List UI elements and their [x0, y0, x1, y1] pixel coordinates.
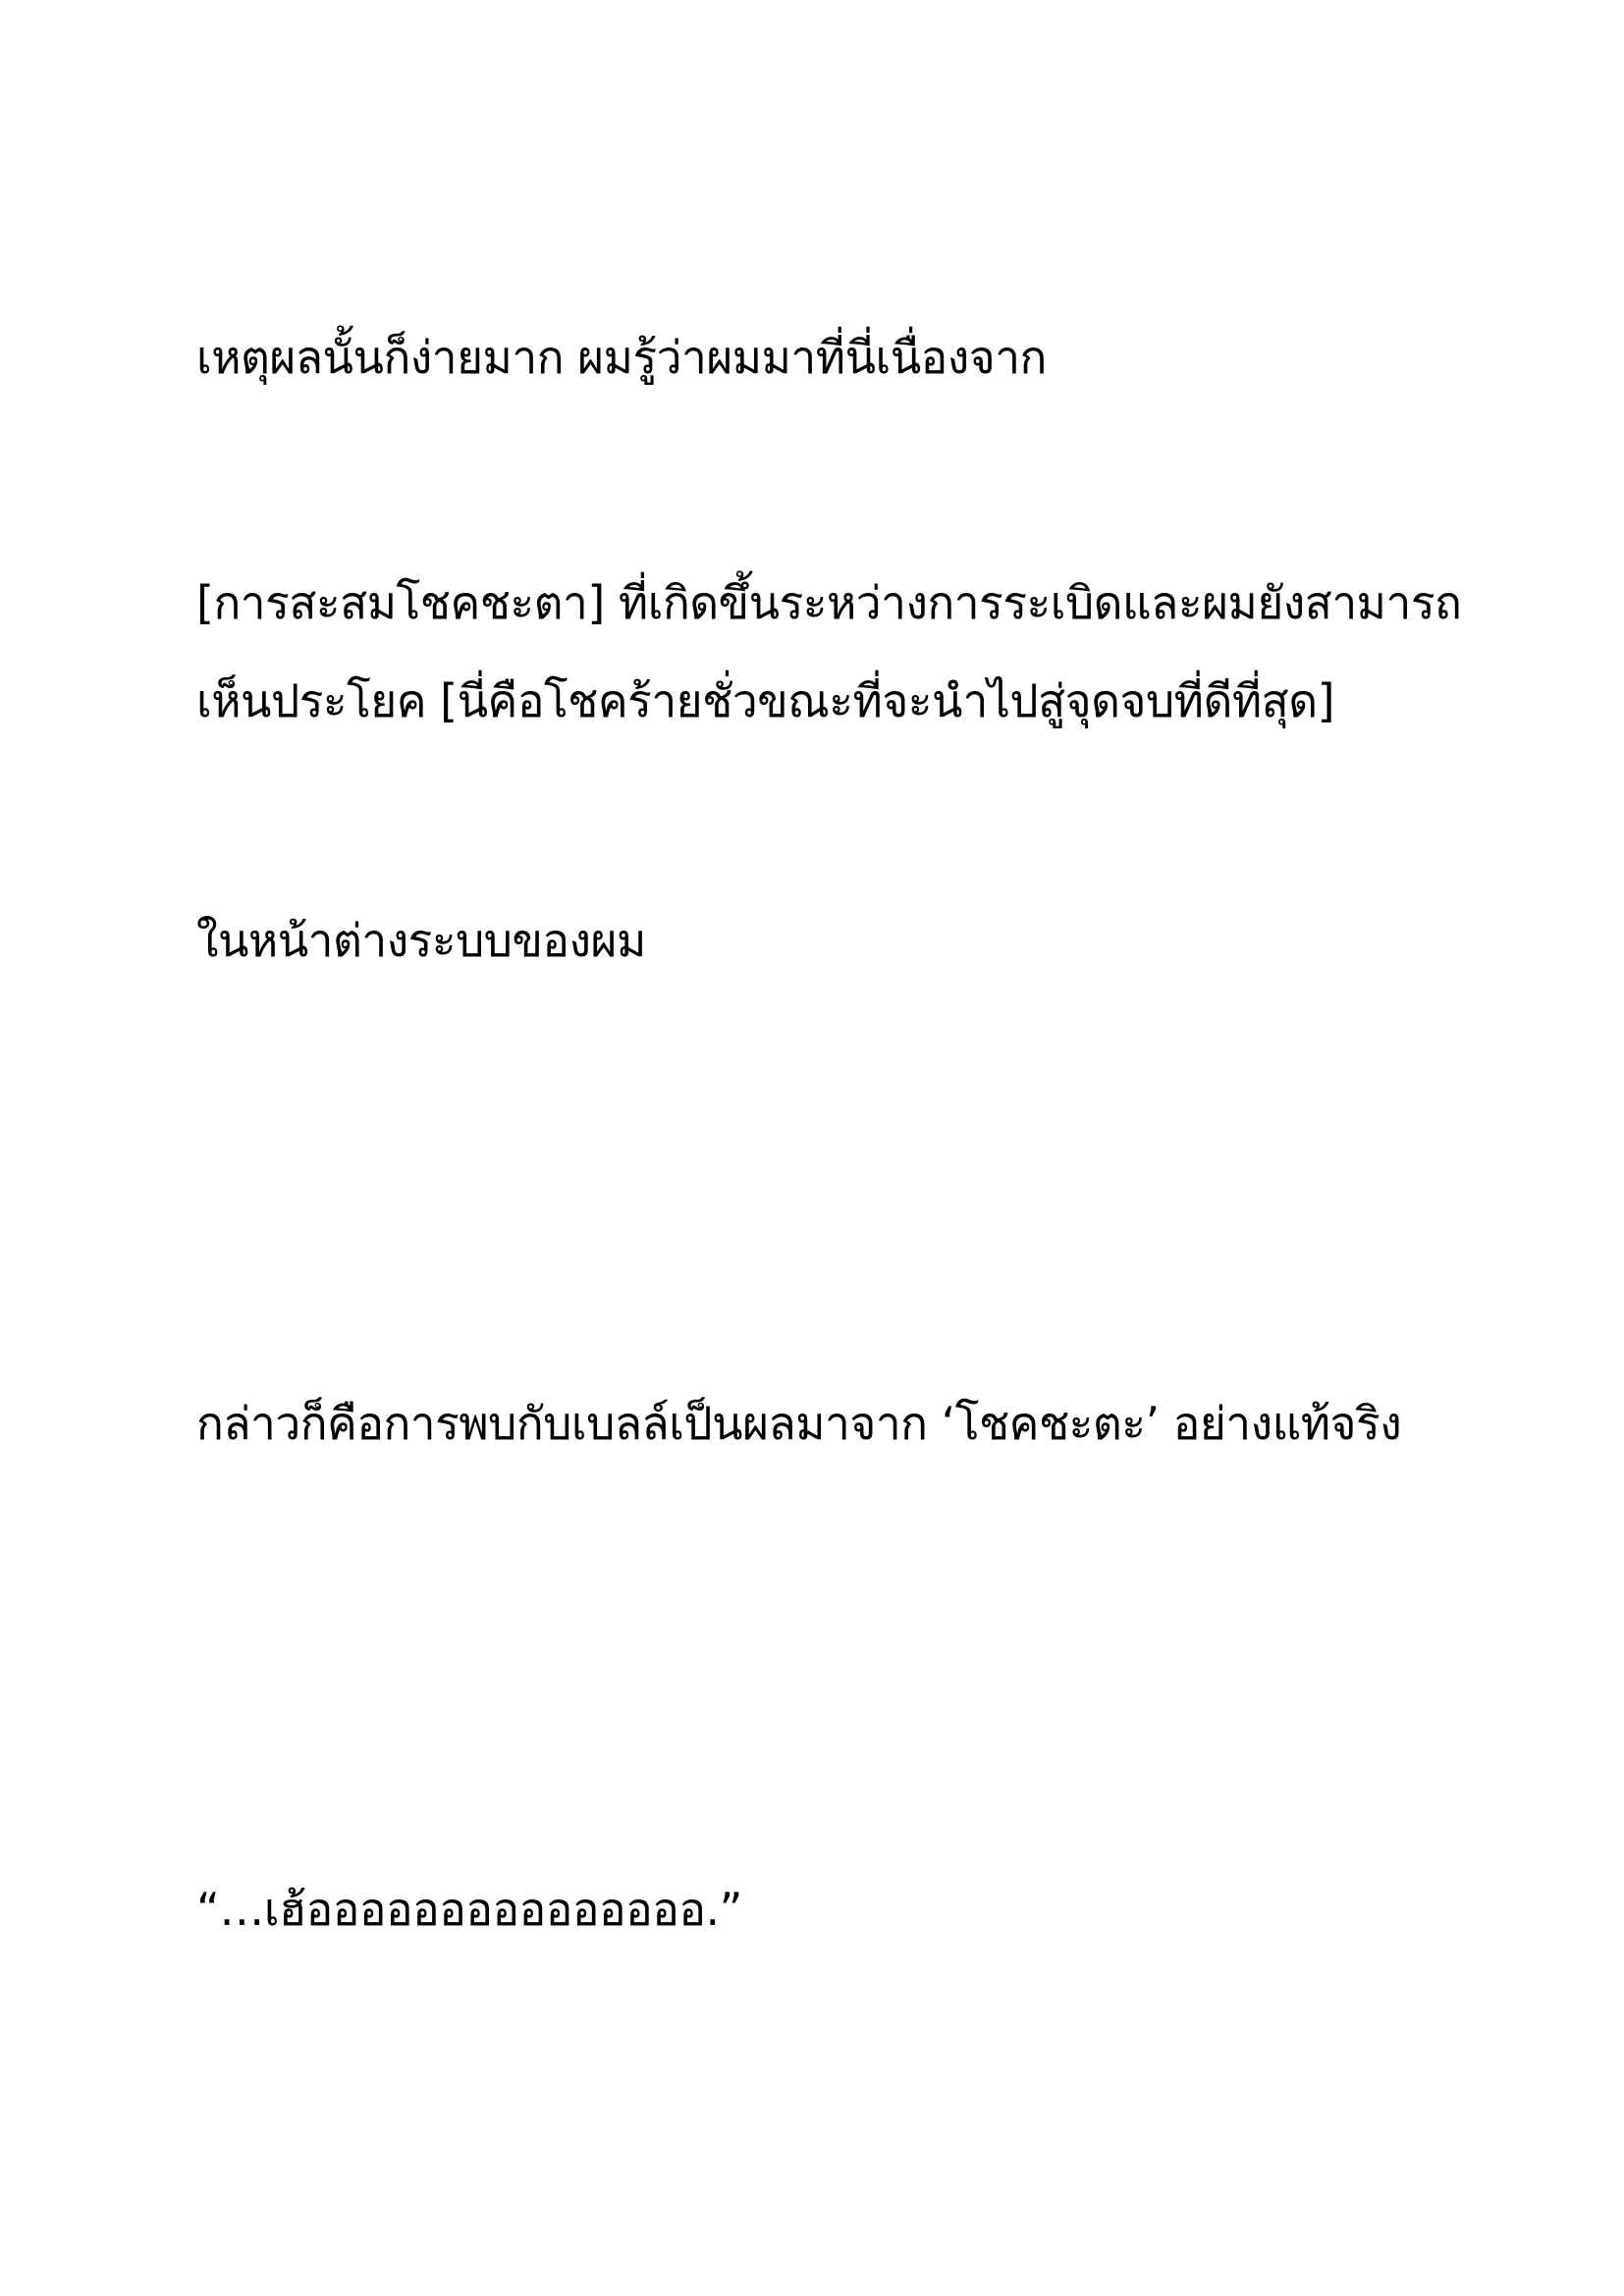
dialogue-line: “…เฮ้อออออออออออออออ.”	[196, 1883, 742, 1936]
paragraph-line: เหตุผลนั้นก็ง่ายมาก ผมรู้ว่าผมมาที่นี่เนื่องจาก	[196, 331, 1047, 384]
paragraph-line: กล่าวก็คือการพบกับเบลล์เป็นผลมาจาก ‘โชคชะตะ’ อย่างแท้จริง	[196, 1397, 1402, 1450]
paragraph-line: ในหน้าต่างระบบของผม	[196, 914, 646, 967]
paragraph-line: [การสะสมโชคชะตา] ที่เกิดขึ้นระหว่างการระเบิดและผมยังสามารถ	[196, 576, 1462, 629]
paragraph-line: เห็นประโยค [นี่คือโชคร้ายชั่วขณะที่จะนำไปสู่จุดจบที่ดีที่สุด]	[196, 674, 1335, 727]
